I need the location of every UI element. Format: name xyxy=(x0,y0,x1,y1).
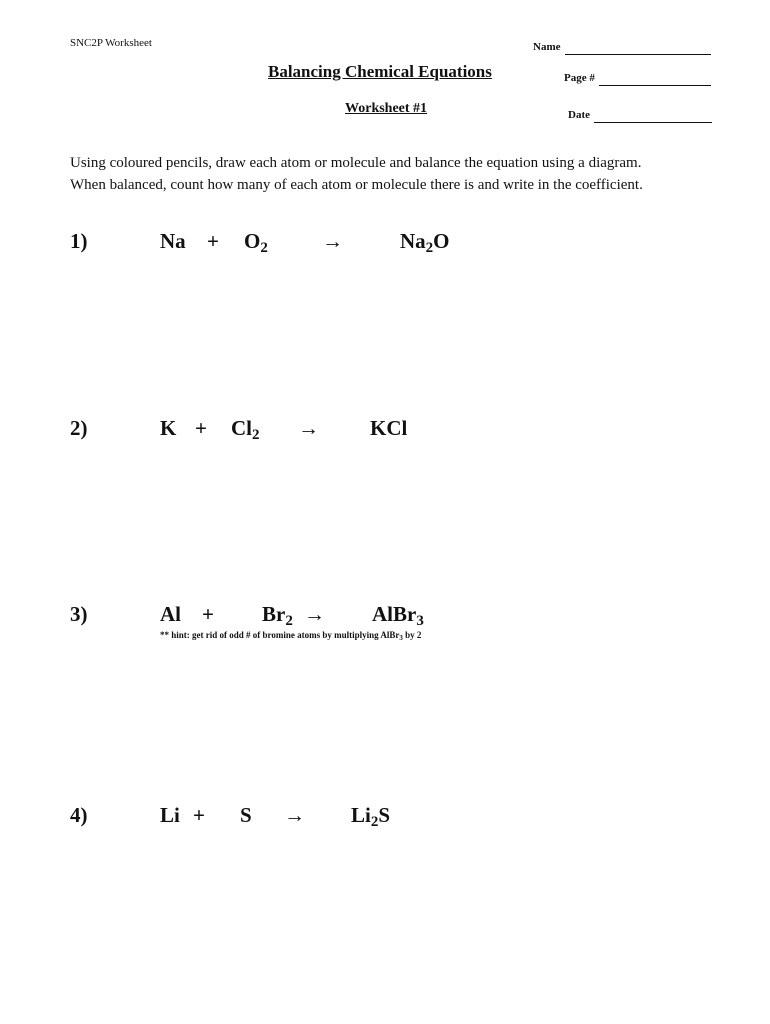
question-2-product: KCl xyxy=(370,416,408,440)
question-3-product-subscript: 3 xyxy=(416,613,424,629)
page-field[interactable] xyxy=(564,68,711,86)
page-label: Page # xyxy=(564,72,595,84)
question-1-arrow: → xyxy=(322,229,343,253)
question-2-plus: + xyxy=(195,416,207,440)
question-3-product xyxy=(372,602,424,630)
name-label: Name xyxy=(533,41,561,53)
question-4-reactant-1: Li xyxy=(160,803,180,827)
question-3-product-symbol: AlBr xyxy=(372,602,417,626)
worksheet-title: Balancing Chemical Equations xyxy=(268,62,492,81)
question-4-product-symbol-2: S xyxy=(378,803,391,827)
question-3-reactant-2-subscript: 2 xyxy=(285,613,293,629)
question-4-number: 4) xyxy=(70,803,88,827)
question-1-reactant-1: Na xyxy=(160,229,186,253)
date-blank[interactable] xyxy=(594,122,712,123)
question-4-product xyxy=(351,803,390,831)
question-1-product-symbol: Na xyxy=(400,229,426,253)
question-1-product-symbol-2: O xyxy=(433,229,450,253)
worksheet-subtitle: Worksheet #1 xyxy=(345,101,428,116)
date-field[interactable] xyxy=(568,105,712,123)
question-4-arrow: → xyxy=(284,803,305,827)
question-3-plus: + xyxy=(202,602,214,626)
question-3-reactant-2 xyxy=(262,602,293,630)
question-3-arrow: → xyxy=(304,602,325,626)
question-4-product-symbol: Li xyxy=(351,803,371,827)
question-2-number: 2) xyxy=(70,416,88,440)
question-2-reactant-2-symbol: Cl xyxy=(231,416,252,440)
question-1-reactant-2 xyxy=(244,229,268,257)
question-2-reactant-2-subscript: 2 xyxy=(252,427,260,443)
instructions-line-1: Using coloured pencils, draw each atom or molecule and balance the equation using a diagram. xyxy=(70,155,642,171)
question-1-product xyxy=(400,229,450,257)
question-3-hint-text: ** hint: get rid of odd # of bromine atoms by multiplying AlBr xyxy=(160,630,400,640)
question-1-product-subscript: 2 xyxy=(425,240,434,256)
question-2-reactant-2 xyxy=(231,416,260,444)
question-3-hint-subscript: 3 xyxy=(399,634,403,642)
question-4-reactant-2: S xyxy=(240,803,252,827)
date-label: Date xyxy=(568,109,590,121)
name-field[interactable] xyxy=(533,37,711,55)
instructions-line-2: When balanced, count how many of each atom or molecule there is and write in the coefficient. xyxy=(70,177,643,193)
question-3-number: 3) xyxy=(70,602,88,626)
page-blank[interactable] xyxy=(599,85,711,86)
question-3-hint-text-end: by 2 xyxy=(402,630,422,640)
question-2-arrow: → xyxy=(298,416,319,440)
question-1-reactant-2-subscript: 2 xyxy=(260,240,268,256)
question-3-reactant-2-symbol: Br xyxy=(262,602,286,626)
question-3-reactant-1: Al xyxy=(160,602,181,626)
name-blank[interactable] xyxy=(565,54,711,55)
question-1-plus: + xyxy=(207,229,219,253)
instructions xyxy=(70,152,730,196)
question-3-hint xyxy=(160,630,421,642)
question-2-reactant-1: K xyxy=(160,416,177,440)
question-4-plus: + xyxy=(193,803,205,827)
question-1-reactant-2-symbol: O xyxy=(244,229,261,253)
question-1-number: 1) xyxy=(70,229,88,253)
course-label: SNC2P Worksheet xyxy=(70,37,152,49)
question-4-product-subscript: 2 xyxy=(370,814,379,830)
